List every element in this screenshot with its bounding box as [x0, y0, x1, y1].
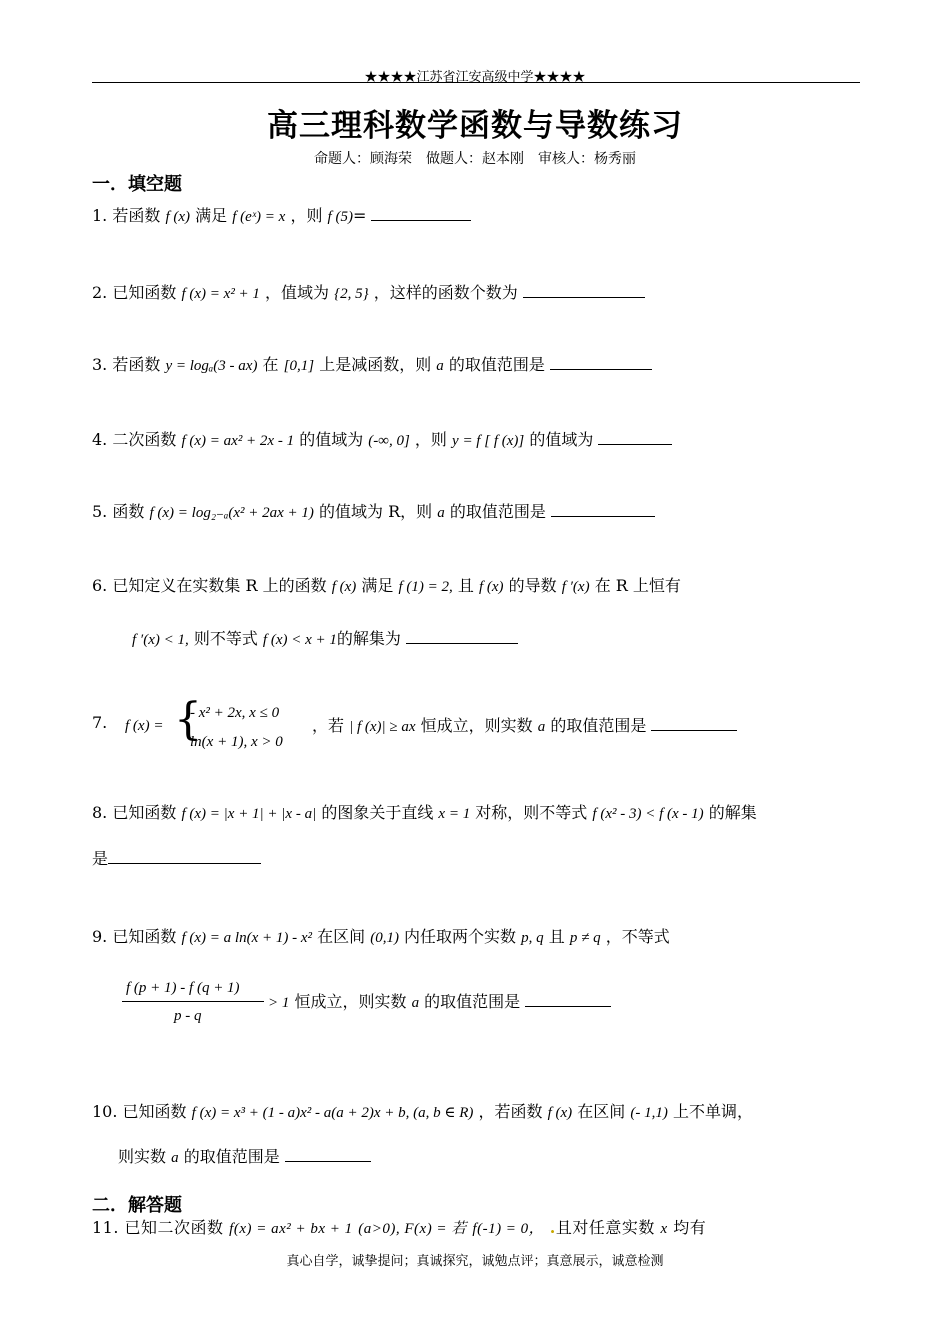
question-number: 2.	[92, 283, 108, 302]
math-expr: a	[537, 719, 546, 735]
question-number: 4.	[92, 430, 108, 449]
question-text: 的取值范围是	[183, 1147, 280, 1166]
question-text: 的取值范围是	[550, 716, 647, 735]
math-expr: f (eˣ) = x	[232, 209, 286, 225]
math-expr: (- 1,1)	[630, 1105, 668, 1121]
question-2	[92, 280, 645, 303]
question-text: 已知定义在实数集 R 上的函数	[112, 576, 327, 595]
question-number: 3.	[92, 355, 108, 374]
question-number: 8.	[92, 803, 108, 822]
question-text: 满足	[361, 576, 394, 595]
question-text: ，值域为	[265, 283, 330, 302]
question-text: 上是减函数，则	[319, 355, 432, 374]
math-expr: f ′(x) < 1,	[132, 632, 189, 648]
question-number: 10.	[92, 1102, 118, 1121]
question-text: 且	[457, 576, 474, 595]
question-text: 的值域为 R，则	[318, 502, 433, 521]
question-number: 1.	[92, 206, 108, 225]
math-expr: {2, 5}	[334, 286, 369, 302]
math-expr: (-∞, 0]	[368, 433, 410, 449]
question-text: 已知函数	[112, 927, 177, 946]
question-text: ，不等式	[605, 927, 670, 946]
fraction-bar	[122, 1001, 264, 1002]
math-expr: (0,1)	[370, 930, 399, 946]
question-4	[92, 427, 672, 450]
math-expr: f (x)	[478, 579, 504, 595]
answer-blank[interactable]	[108, 849, 261, 864]
question-number: 5.	[92, 502, 108, 521]
page-footer: 真心自学，诚挚提问；真诚探究，诚勉点评；真意展示，诚意检测	[286, 1254, 664, 1269]
question-6-line-2	[132, 626, 518, 649]
math-expr: y = logₐ(3 - ax)	[165, 358, 258, 374]
answer-blank[interactable]	[406, 629, 518, 644]
math-expr: x = 1	[438, 806, 471, 822]
math-expr: a	[171, 1150, 179, 1166]
question-text: 已知函数	[122, 1102, 187, 1121]
question-text: 上不单调，	[672, 1102, 753, 1121]
question-text: 二次函数	[112, 430, 177, 449]
math-expr: (a>0)	[358, 1221, 396, 1237]
math-expr: f (x) = a ln(x + 1) - x²	[181, 930, 312, 946]
question-text: 在	[262, 355, 279, 374]
answer-blank[interactable]	[523, 283, 645, 298]
math-expr: | f (x)| ≥ ax	[349, 719, 416, 735]
math-expr: f (1) = 2,	[398, 579, 453, 595]
math-expr: y = f [ f (x)]	[452, 433, 525, 449]
question-1	[92, 203, 471, 226]
question-3	[92, 352, 652, 375]
question-8	[92, 800, 757, 823]
math-expr: f (x² - 3) < f (x - 1)	[592, 806, 704, 822]
section-solve-title: 二．解答题	[92, 1195, 182, 1216]
question-number: 6.	[92, 576, 108, 595]
math-expr: f (x) = ax² + 2x - 1	[181, 433, 295, 449]
question-number: 9.	[92, 927, 108, 946]
question-text: 若函数	[112, 355, 161, 374]
question-10	[92, 1099, 753, 1122]
question-text: 的导数	[508, 576, 557, 595]
math-expr: [0,1]	[283, 358, 315, 374]
question-text: 的图象关于直线	[321, 803, 434, 822]
answer-blank[interactable]	[525, 992, 611, 1007]
header-rule	[92, 82, 860, 83]
math-expr: , F(x) = 若	[395, 1221, 467, 1237]
answer-blank[interactable]	[551, 502, 655, 517]
answer-blank[interactable]	[371, 206, 471, 221]
math-expr: p ≠ q	[569, 930, 601, 946]
question-text: ，则	[414, 430, 447, 449]
question-7-text	[312, 713, 737, 736]
question-text: 均有	[673, 1218, 707, 1237]
math-expr: f (x) = x² + 1	[181, 286, 260, 302]
highlight-dot: .	[549, 1218, 556, 1237]
question-text: =	[352, 206, 367, 225]
answer-blank[interactable]	[598, 430, 672, 445]
question-text: 恒成立，则实数	[420, 716, 533, 735]
section-fill-title: 一．填空题	[92, 174, 182, 195]
question-text: 的值域为	[529, 430, 594, 449]
question-8-line-2	[92, 846, 261, 869]
question-text: ，若函数	[478, 1102, 543, 1121]
school-header: ★★★★江苏省江安高级中学★★★★	[364, 70, 586, 85]
math-expr: f (x)	[547, 1105, 573, 1121]
math-expr: a	[437, 505, 445, 521]
math-expr: f ′(x)	[561, 579, 590, 595]
math-expr: f (x) = |x + 1| + |x - a|	[181, 806, 317, 822]
math-expr: f (x) =	[125, 718, 164, 734]
question-text: 且	[548, 927, 565, 946]
question-text: 且对任意实数	[555, 1218, 655, 1237]
question-9	[92, 924, 670, 947]
piecewise-case-2: ln(x + 1), x > 0	[190, 734, 283, 750]
fraction-denominator: p - q	[174, 1008, 202, 1024]
question-text: 的取值范围是	[424, 992, 521, 1011]
answer-blank[interactable]	[285, 1147, 371, 1162]
question-text: ，这样的函数个数为	[373, 283, 518, 302]
authors-line: 命题人：顾海荣 做题人：赵本刚 审核人：杨秀丽	[314, 151, 636, 167]
math-expr: a	[436, 358, 444, 374]
left-brace: {	[174, 694, 202, 745]
question-6	[92, 573, 681, 596]
question-text: 的取值范围是	[449, 502, 546, 521]
math-expr: f (x) = x³ + (1 - a)x² - a(a + 2)x + b, (a, b ∈ R)	[191, 1105, 474, 1121]
question-10-line-2	[118, 1144, 371, 1167]
fraction-numerator: f (p + 1) - f (q + 1)	[126, 980, 240, 996]
question-text: 已知函数	[112, 283, 177, 302]
question-text: 已知二次函数	[124, 1218, 224, 1237]
math-expr: f(-1) = 0，	[472, 1221, 545, 1237]
question-text: 是	[92, 849, 109, 868]
math-expr: f (x)	[331, 579, 357, 595]
question-text: 的解集	[708, 803, 757, 822]
question-text: 则实数	[118, 1147, 167, 1166]
question-9-line-2	[268, 989, 611, 1012]
question-5	[92, 499, 655, 522]
question-text: ，则	[290, 206, 323, 225]
question-text: 恒成立，则实数	[294, 992, 407, 1011]
question-text: 的值域为	[299, 430, 364, 449]
math-expr: p, q	[521, 930, 544, 946]
question-text: 在区间	[577, 1102, 626, 1121]
math-expr: f(x) = ax² + bx + 1	[229, 1221, 353, 1237]
math-expr: > 1	[268, 995, 290, 1011]
question-number: 11.	[92, 1218, 119, 1237]
question-text: 在 R 上恒有	[594, 576, 681, 595]
question-text: 内任取两个实数	[404, 927, 517, 946]
math-expr: x	[660, 1221, 668, 1237]
question-text: 已知函数	[112, 803, 177, 822]
question-number-7: 7.	[92, 713, 108, 732]
question-text: 在区间	[317, 927, 366, 946]
math-expr: f (x)	[165, 209, 191, 225]
math-expr: a	[411, 995, 420, 1011]
answer-blank[interactable]	[550, 355, 652, 370]
question-11	[92, 1215, 706, 1238]
math-expr: f (x) = log₂₋ₐ(x² + 2ax + 1)	[149, 505, 314, 521]
question-text: 对称，则不等式	[475, 803, 588, 822]
question-text: 的取值范围是	[448, 355, 545, 374]
question-text: 的解集为	[336, 629, 401, 648]
math-expr: f (x) < x + 1	[262, 632, 337, 648]
question-text: 满足	[195, 206, 228, 225]
question-text: ，若	[312, 716, 345, 735]
question-text: 则不等式	[193, 629, 258, 648]
math-expr: f (5)	[327, 209, 353, 225]
piecewise-case-1: - x² + 2x, x ≤ 0	[190, 705, 280, 721]
question-text: 若函数	[112, 206, 161, 225]
page-title: 高三理科数学函数与导数练习	[267, 108, 683, 144]
question-text: 函数	[112, 502, 145, 521]
answer-blank[interactable]	[651, 716, 737, 731]
